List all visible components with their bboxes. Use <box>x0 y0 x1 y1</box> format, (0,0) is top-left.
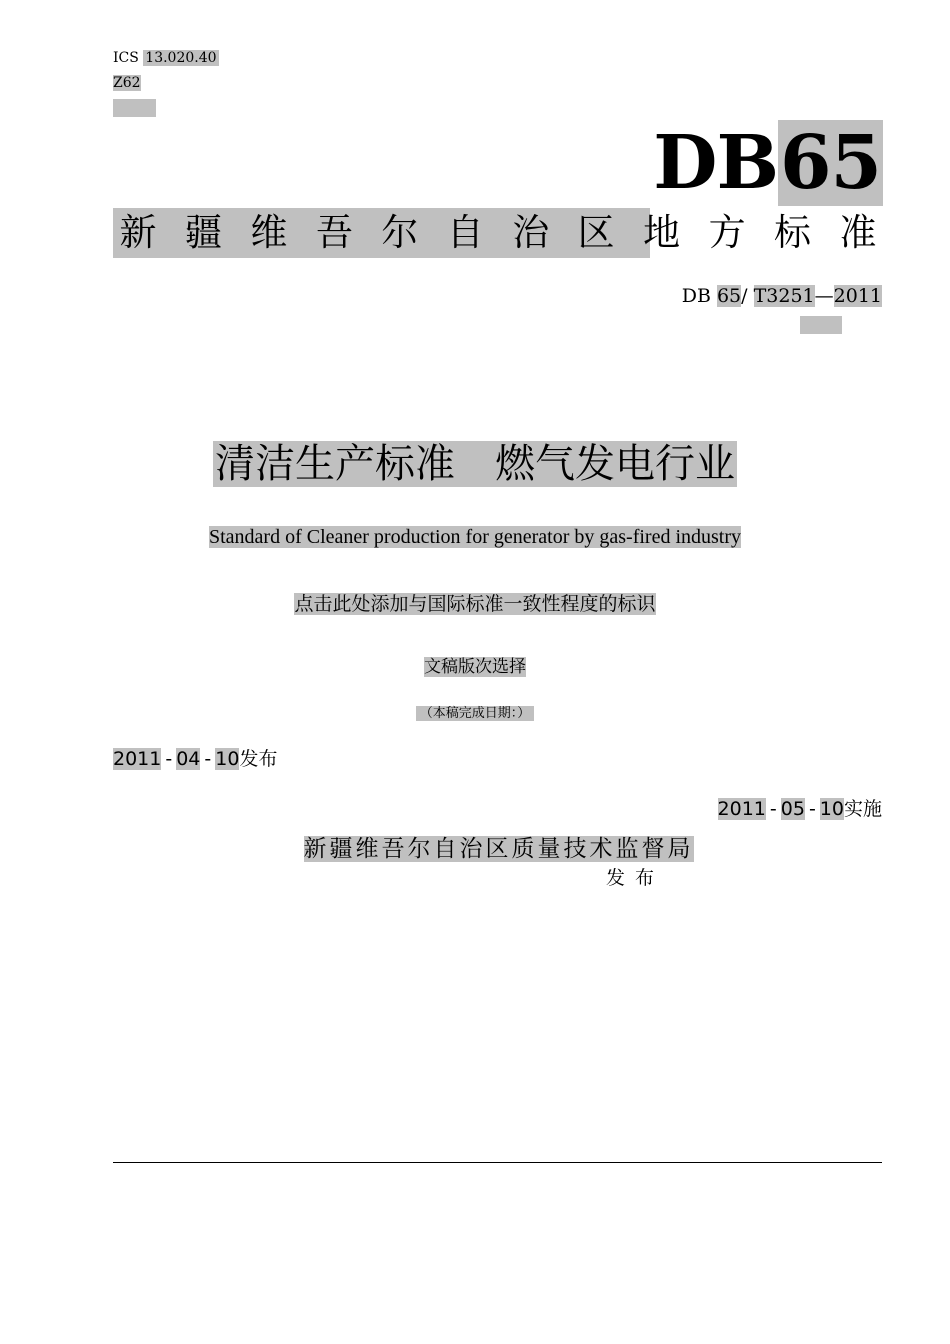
ics-label: ICS <box>113 50 139 66</box>
standard-type-char: 疆 <box>184 211 222 254</box>
standard-type-char: 维 <box>250 211 288 254</box>
record-number-field[interactable] <box>113 99 156 117</box>
replaced-standard-field[interactable] <box>800 316 842 334</box>
issuing-authority <box>0 834 950 864</box>
classification-code-field[interactable]: Z62 <box>113 75 141 91</box>
draft-date <box>0 704 950 724</box>
draft-version <box>0 655 950 679</box>
standard-number-prefix: DB <box>681 285 711 307</box>
implementation-month-field[interactable]: 05 <box>780 798 805 820</box>
english-title-field[interactable]: Standard of Cleaner production for generator by gas-fired industry <box>208 526 742 548</box>
implementation-date <box>718 796 882 822</box>
consistency-note-field[interactable]: 点击此处添加与国际标准一致性程度的标识 <box>294 593 656 615</box>
date-separator: - <box>204 748 212 770</box>
draft-date-field[interactable]: （本稿完成日期：） <box>416 706 535 721</box>
issue-day-field[interactable]: 10 <box>215 748 240 770</box>
standard-type-char: 新 <box>119 211 157 254</box>
date-separator: - <box>769 798 777 820</box>
standard-type-char: 区 <box>577 211 615 254</box>
standard-type-char: 尔 <box>381 211 419 254</box>
chinese-title <box>0 436 950 492</box>
standard-number-dash: — <box>814 285 834 307</box>
standard-number <box>682 283 882 309</box>
issue-date-suffix: 发布 <box>239 748 278 770</box>
draft-version-selector[interactable]: 文稿版次选择 <box>424 657 526 677</box>
standard-number-region-field[interactable]: 65 <box>716 285 742 307</box>
issuing-authority-field[interactable]: 新疆维吾尔自治区质量技术监督局 <box>303 836 694 862</box>
standard-type-char: 地 <box>643 211 681 254</box>
db-logo <box>0 118 883 208</box>
standard-type-char: 方 <box>708 211 746 254</box>
standard-number-slash: / <box>741 285 748 307</box>
issue-date <box>113 746 277 772</box>
standard-type-char: 准 <box>839 211 877 254</box>
ics-line <box>113 49 219 67</box>
standard-type-char: 吾 <box>315 211 353 254</box>
date-separator: - <box>808 798 816 820</box>
implementation-date-suffix: 实施 <box>843 798 882 820</box>
implementation-day-field[interactable]: 10 <box>819 798 844 820</box>
standard-number-year-field[interactable]: 2011 <box>833 285 882 307</box>
ics-code-field[interactable]: 13.020.40 <box>145 50 217 66</box>
standard-type-char: 标 <box>774 211 812 254</box>
db-logo-letters: DB <box>653 120 779 206</box>
issuer-suffix: 发布 <box>606 867 665 889</box>
date-separator: - <box>165 748 173 770</box>
english-title <box>0 524 950 551</box>
standard-type-heading <box>113 208 883 258</box>
consistency-note <box>0 591 950 617</box>
standard-number-code-field[interactable]: T3251 <box>753 285 815 307</box>
classification-line <box>113 74 141 92</box>
db-logo-number-field[interactable]: 65 <box>780 120 881 206</box>
implementation-year-field[interactable]: 2011 <box>717 798 766 820</box>
chinese-title-field[interactable]: 清洁生产标准 燃气发电行业 <box>215 441 735 487</box>
standard-type-char: 治 <box>512 211 550 254</box>
standard-type-char: 自 <box>446 211 484 254</box>
issue-month-field[interactable]: 04 <box>176 748 201 770</box>
issue-year-field[interactable]: 2011 <box>113 748 162 770</box>
footer-divider <box>113 1162 882 1163</box>
